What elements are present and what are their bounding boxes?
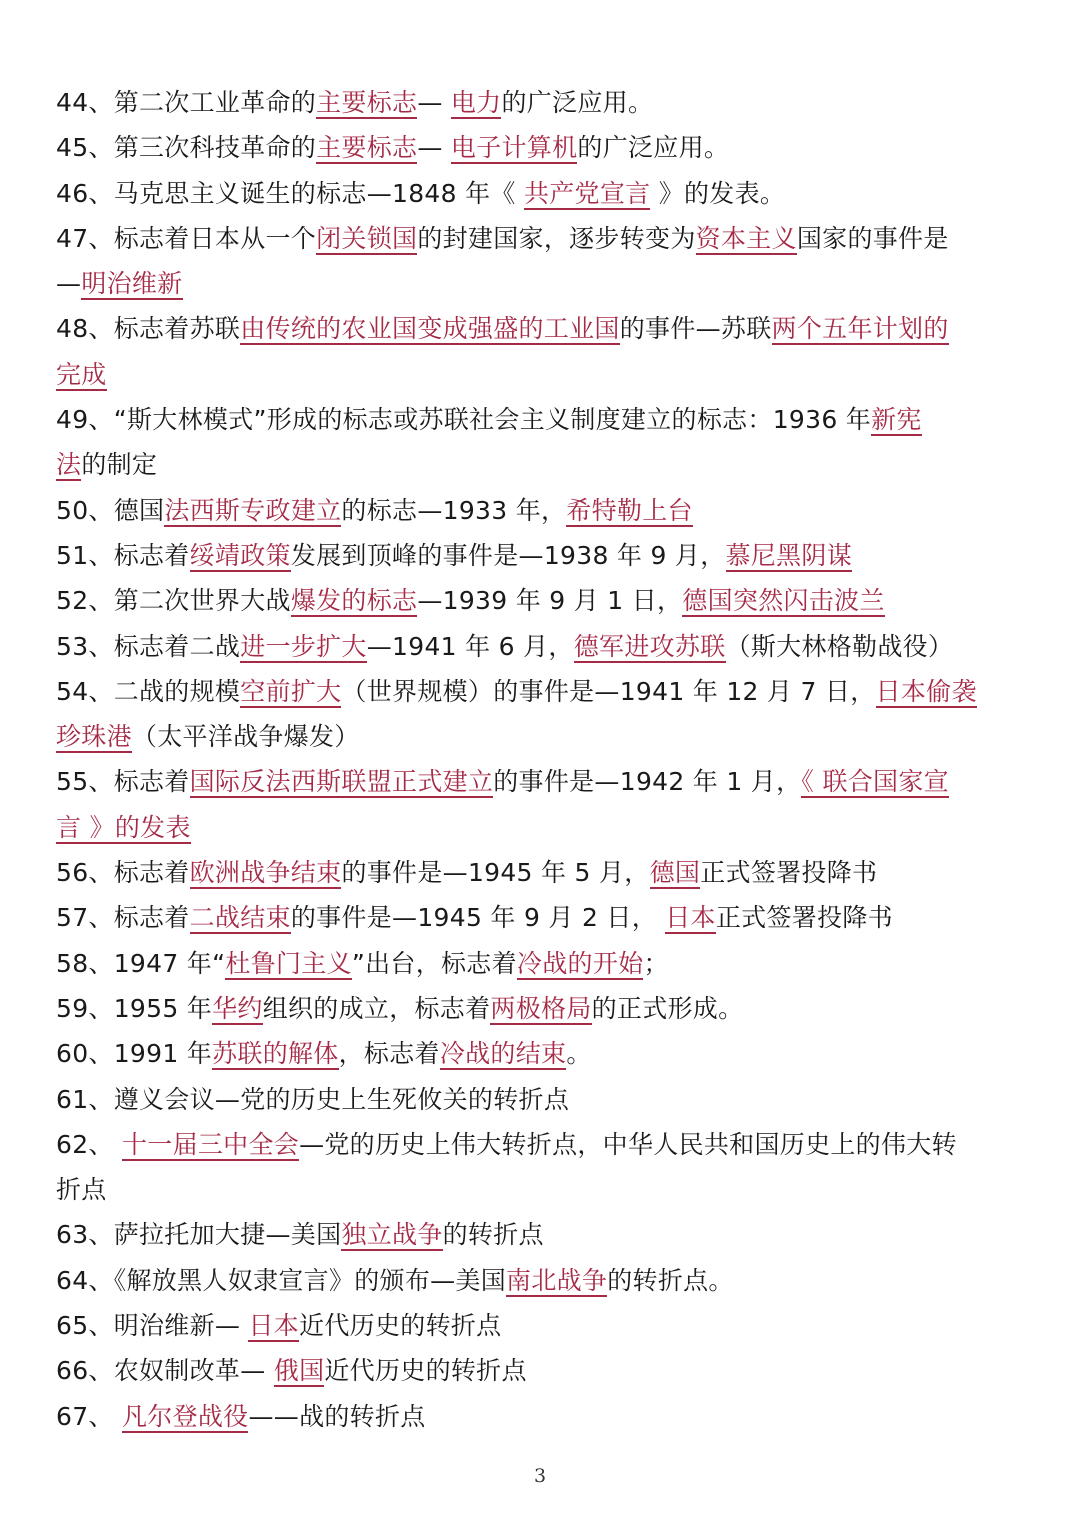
text-line bbox=[56, 850, 1031, 895]
highlighted-keyword: 德国 bbox=[649, 858, 701, 888]
highlighted-keyword: 国际反法西斯联盟正式建立 bbox=[189, 767, 494, 797]
text-segment: 52、第二次世界大战 bbox=[56, 586, 291, 616]
text-line bbox=[56, 1167, 1031, 1212]
text-line bbox=[56, 352, 1031, 397]
text-segment: 67、 bbox=[56, 1401, 122, 1431]
text-segment: 58、1947 年“ bbox=[56, 948, 226, 978]
text-segment: 发展到顶峰的事件是—1938 年 9 月， bbox=[290, 540, 726, 570]
text-segment: 的转折点。 bbox=[607, 1265, 734, 1295]
text-segment: 近代历史的转折点 bbox=[299, 1311, 502, 1341]
text-segment: 》的发表。 bbox=[650, 178, 786, 208]
text-segment: （世界规模）的事件是—1941 年 12 月 7 日， bbox=[341, 676, 876, 706]
text-segment: ，标志着 bbox=[338, 1039, 440, 1069]
text-line bbox=[56, 805, 1031, 850]
highlighted-keyword: 新宪 bbox=[871, 405, 922, 435]
highlighted-keyword: 华约 bbox=[212, 993, 263, 1023]
highlighted-keyword: 冷战的开始 bbox=[516, 948, 644, 978]
text-line bbox=[56, 714, 1031, 759]
highlighted-keyword: 日本 bbox=[248, 1311, 300, 1341]
highlighted-keyword: 进一步扩大 bbox=[240, 631, 367, 661]
highlighted-keyword: 苏联的解体 bbox=[212, 1039, 339, 1069]
text-segment: 正式签署投降书 bbox=[715, 903, 893, 933]
highlighted-keyword: 十一届三中全会 bbox=[121, 1129, 300, 1159]
text-segment: （太平洋战争爆发） bbox=[131, 722, 360, 752]
text-segment: — bbox=[417, 133, 451, 163]
text-segment: 53、标志着二战 bbox=[56, 631, 241, 661]
text-segment: 61、遵义会议—党的历史上生死攸关的转折点 bbox=[56, 1084, 570, 1114]
highlighted-keyword: 《 联合国家宣 bbox=[801, 767, 949, 797]
highlighted-keyword: 完成 bbox=[56, 359, 107, 389]
highlighted-keyword: 德国突然闪击波兰 bbox=[682, 586, 885, 616]
highlighted-keyword: 电力 bbox=[450, 88, 502, 117]
text-line bbox=[56, 1077, 1031, 1122]
text-segment: —1941 年 6 月， bbox=[366, 631, 574, 661]
text-line bbox=[56, 216, 1031, 261]
highlighted-keyword: 两极格局 bbox=[490, 993, 592, 1023]
highlighted-keyword: 爆发的标志 bbox=[290, 586, 418, 616]
highlighted-keyword: 法西斯专政建立 bbox=[164, 495, 342, 525]
highlighted-keyword: 希特勒上台 bbox=[566, 495, 693, 525]
text-line bbox=[56, 442, 1031, 487]
text-segment: 的广泛应用。 bbox=[577, 133, 730, 163]
highlighted-keyword: 电子计算机 bbox=[450, 133, 578, 163]
highlighted-keyword: 资本主义 bbox=[695, 223, 797, 253]
text-segment: 48、标志着苏联 bbox=[56, 314, 241, 344]
text-segment: 的转折点 bbox=[442, 1220, 544, 1250]
highlighted-keyword: 欧洲战争结束 bbox=[189, 858, 342, 888]
highlighted-keyword: 慕尼黑阴谋 bbox=[725, 540, 853, 570]
text-segment: ； bbox=[643, 948, 669, 978]
text-line bbox=[56, 261, 1031, 306]
text-segment: 57、标志着 bbox=[56, 903, 190, 933]
highlighted-keyword: 共产党宣言 bbox=[523, 178, 651, 208]
text-line bbox=[56, 759, 1031, 804]
highlighted-keyword: 闭关锁国 bbox=[316, 223, 418, 253]
highlighted-keyword: 言 》的发表 bbox=[56, 812, 191, 842]
text-line bbox=[56, 1394, 1031, 1439]
highlighted-keyword: 空前扩大 bbox=[240, 676, 342, 706]
text-segment: 60、1991 年 bbox=[56, 1039, 213, 1069]
text-segment: 50、德国 bbox=[56, 495, 165, 525]
text-segment: 的制定 bbox=[81, 450, 158, 480]
document-body bbox=[56, 80, 1031, 1439]
text-segment: 折点 bbox=[56, 1175, 107, 1205]
text-segment: 近代历史的转折点 bbox=[324, 1356, 527, 1386]
text-segment: 组织的成立，标志着 bbox=[262, 993, 491, 1023]
text-segment: 的标志—1933 年， bbox=[341, 495, 567, 525]
text-segment: 。 bbox=[566, 1039, 592, 1069]
text-segment: 51、标志着 bbox=[56, 540, 190, 570]
text-segment: 国家的事件是 bbox=[796, 223, 949, 253]
text-line bbox=[56, 488, 1031, 533]
highlighted-keyword: 日本 bbox=[665, 903, 716, 933]
highlighted-keyword: 绥靖政策 bbox=[189, 540, 291, 570]
text-line bbox=[56, 1258, 1031, 1303]
text-segment: — bbox=[417, 88, 451, 117]
highlighted-keyword: 珍珠港 bbox=[56, 722, 132, 752]
page-number: 3 bbox=[533, 1465, 547, 1487]
text-line bbox=[56, 1348, 1031, 1393]
text-segment: 54、二战的规模 bbox=[56, 676, 241, 706]
text-segment: 的事件是—1945 年 9 月 2 日， bbox=[290, 903, 666, 933]
text-segment: 的封建国家，逐步转变为 bbox=[417, 223, 696, 253]
text-segment: 47、标志着日本从一个 bbox=[56, 223, 317, 253]
text-line bbox=[56, 1212, 1031, 1257]
text-segment: — bbox=[56, 269, 82, 299]
text-segment: 45、第三次科技革命的 bbox=[56, 133, 317, 163]
text-line bbox=[56, 578, 1031, 623]
text-segment: 的广泛应用。 bbox=[501, 88, 654, 117]
text-segment: —党的历史上伟大转折点，中华人民共和国历史上的伟大转 bbox=[299, 1129, 957, 1159]
text-segment: 62、 bbox=[56, 1129, 122, 1159]
highlighted-keyword: 由传统的农业国变成强盛的工业国 bbox=[240, 314, 620, 344]
highlighted-keyword: 明治维新 bbox=[81, 269, 183, 299]
highlighted-keyword: 日本偷袭 bbox=[875, 676, 977, 706]
text-segment: 的事件是—1942 年 1 月， bbox=[493, 767, 802, 797]
text-segment: 46、马克思主义诞生的标志—1848 年《 bbox=[56, 178, 524, 208]
text-line bbox=[56, 1031, 1031, 1076]
text-segment: 的正式形成。 bbox=[591, 993, 744, 1023]
highlighted-keyword: 杜鲁门主义 bbox=[225, 948, 352, 978]
text-line bbox=[56, 397, 1031, 442]
text-line bbox=[56, 306, 1031, 351]
text-segment: 55、标志着 bbox=[56, 767, 190, 797]
text-segment: ”出台，标志着 bbox=[351, 948, 517, 978]
highlighted-keyword: 冷战的结束 bbox=[439, 1039, 567, 1069]
text-line bbox=[56, 80, 1031, 125]
highlighted-keyword: 主要标志 bbox=[316, 88, 418, 117]
text-segment: 59、1955 年 bbox=[56, 993, 213, 1023]
highlighted-keyword: 法 bbox=[56, 450, 82, 480]
text-segment: 64、《解放黑人奴隶宣言》的颁布—美国 bbox=[56, 1265, 507, 1295]
text-line bbox=[56, 533, 1031, 578]
text-segment: 65、明治维新— bbox=[56, 1311, 249, 1341]
text-line bbox=[56, 1303, 1031, 1348]
text-line bbox=[56, 125, 1031, 170]
text-segment: ——战的转折点 bbox=[248, 1401, 426, 1431]
text-line bbox=[56, 941, 1031, 986]
text-segment: 63、萨拉托加大捷—美国 bbox=[56, 1220, 342, 1250]
text-segment: 56、标志着 bbox=[56, 858, 190, 888]
text-segment: 的事件是—1945 年 5 月， bbox=[341, 858, 650, 888]
text-segment: 49、“斯大林模式”形成的标志或苏联社会主义制度建立的标志：1936 年 bbox=[56, 405, 872, 435]
text-line bbox=[56, 1122, 1031, 1167]
highlighted-keyword: 二战结束 bbox=[189, 903, 291, 933]
highlighted-keyword: 德军进攻苏联 bbox=[573, 631, 726, 661]
highlighted-keyword: 凡尔登战役 bbox=[121, 1401, 249, 1431]
text-line bbox=[56, 624, 1031, 669]
text-segment: 66、农奴制改革— bbox=[56, 1356, 274, 1386]
highlighted-keyword: 两个五年计划的 bbox=[771, 314, 949, 344]
text-segment: （斯大林格勒战役） bbox=[725, 631, 954, 661]
text-segment: 的事件—苏联 bbox=[619, 314, 772, 344]
text-line bbox=[56, 669, 1031, 714]
text-line bbox=[56, 986, 1031, 1031]
text-line bbox=[56, 895, 1031, 940]
text-segment: —1939 年 9 月 1 日， bbox=[417, 586, 683, 616]
text-segment: 44、第二次工业革命的 bbox=[56, 88, 317, 117]
highlighted-keyword: 俄国 bbox=[273, 1356, 325, 1386]
highlighted-keyword: 主要标志 bbox=[316, 133, 418, 163]
highlighted-keyword: 南北战争 bbox=[506, 1265, 608, 1295]
text-line bbox=[56, 171, 1031, 216]
highlighted-keyword: 独立战争 bbox=[341, 1220, 443, 1250]
text-segment: 正式签署投降书 bbox=[700, 858, 878, 888]
